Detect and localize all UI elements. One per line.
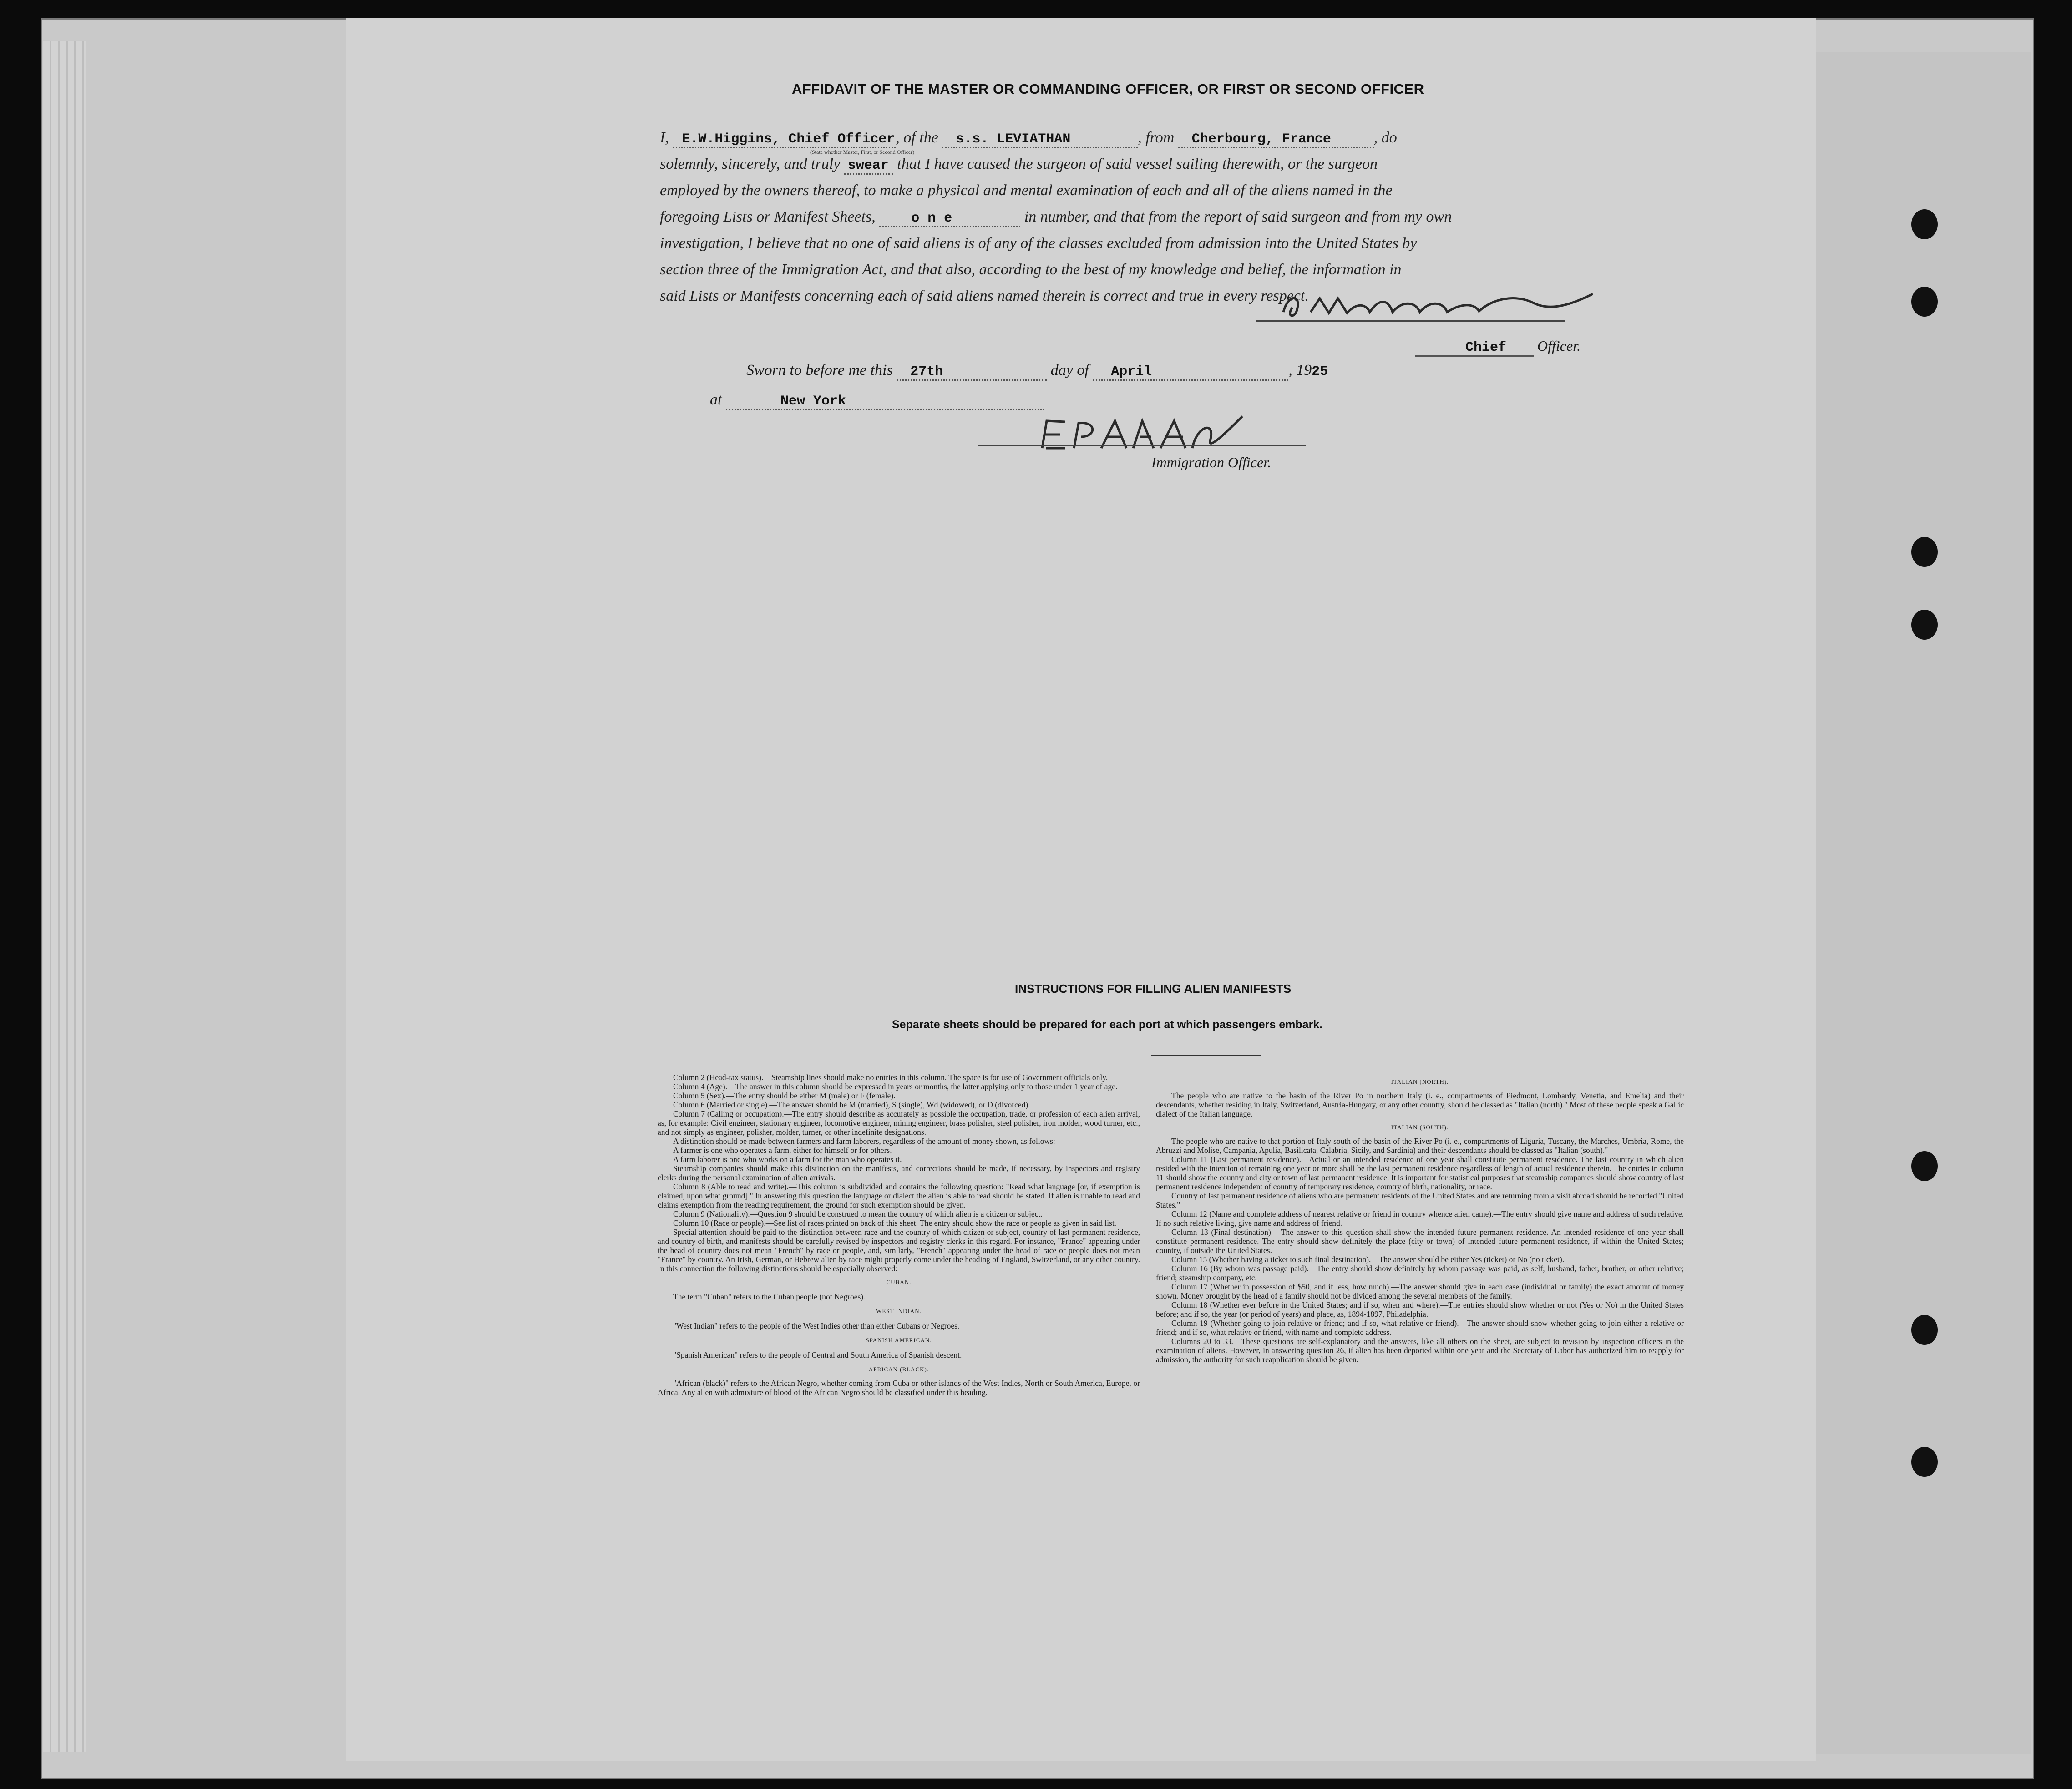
affidavit-line-4 <box>660 208 1452 227</box>
affidavit-sheet <box>346 18 1816 1761</box>
line1-from: , from <box>1138 129 1175 146</box>
instr-col2: Column 2 (Head-tax status).—Steamship lines should make no entries in this column. The space is for use of Government officials only. <box>673 1073 1108 1082</box>
at-line <box>710 391 1044 410</box>
instr-col6: Column 6 (Married or single).—The answer should be M (married), S (single), Wd (widowed), or D (divorced). <box>673 1100 1030 1109</box>
heading-cuban: CUBAN. <box>886 1279 912 1285</box>
line2-b: that I have caused the surgeon of said vessel sailing therewith, or the surgeon <box>897 156 1378 172</box>
immigration-officer-signature <box>1038 412 1247 457</box>
instr-col17: Column 17 (Whether in possession of $50, and if less, how much).—The answer should give in each case (individual or family) the exact amount of money shown. Money brought by the head of a family should not be divided among the several members of the family. <box>1156 1282 1684 1300</box>
instr-col16: Column 16 (By whom was passage paid).—The entry should show definitely by whom passage was paid, as self; husband, father, brother, or other relative; friend; steamship company, etc. <box>1156 1264 1684 1282</box>
officer-name-field: E.W.Higgins, Chief Officer <box>673 131 896 148</box>
instructions-divider <box>1151 1055 1261 1056</box>
affidavit-line-6: section three of the Immigration Act, and that also, according to the best of my knowledge and belief, the information in <box>660 261 1402 278</box>
line1-prefix: I, <box>660 129 669 146</box>
instr-west-indian: "West Indian" refers to the people of the West Indies other than either Cubans or Negroes. <box>673 1321 960 1330</box>
instr-col8: Column 8 (Able to read and write).—This column is subdivided and contains the following question: "Read what language [or, if exemption is claimed, upon what ground]." In answering this question the language or dialect the alien is able to read should be stated. If alien is unable to read and claims exemption from the reading requirement, the ground for such exemption should be given. <box>658 1182 1140 1209</box>
officer-rank-note: (State whether Master, First, or Second Officer) <box>810 149 915 155</box>
instr-col20-33: Columns 20 to 33.—These questions are self-explanatory and the answers, like all others on the sheet, are subject to revision by inspection officers in the examination of aliens. However, in answering question 26, if alien has been deported within one year and the Secretary of Labor has authorized him to reapply for admission, the authority for such reapplication should be given. <box>1156 1337 1684 1364</box>
binding-hole <box>1911 1447 1938 1477</box>
instr-farmer: A farmer is one who operates a farm, either for himself or for others. <box>673 1146 892 1155</box>
port-field: Cherbourg, France <box>1178 131 1374 148</box>
instructions-title: INSTRUCTIONS FOR FILLING ALIEN MANIFESTS <box>1015 982 1292 996</box>
affidavit-line-3: employed by the owners thereof, to make a physical and mental examination of each and all of the aliens named in the <box>660 182 1393 199</box>
instr-col5: Column 5 (Sex).—The entry should be either M (male) or F (female). <box>673 1091 896 1100</box>
officer-signature <box>1279 285 1597 326</box>
vessel-field: s.s. LEVIATHAN <box>942 131 1138 148</box>
sworn-month-field: April <box>1093 364 1288 381</box>
immigration-officer-label: Immigration Officer. <box>1151 454 1272 470</box>
instr-col7: Column 7 (Calling or occupation).—The entry should describe as accurately as possible the occupation, trade, or profession of each alien arrival, as, for example: Civil engineer, stationary engineer, locomotive engineer, mining engineer, brass polisher, steel polisher, iron molder, wood turner, etc., and not simply as engineer, polisher, molder, turner, or other indefinite designations. <box>658 1109 1140 1137</box>
officer-rank-field: Chief <box>1415 340 1534 357</box>
instructions-subtitle: Separate sheets should be prepared for each port at which passengers embark. <box>892 1018 1323 1031</box>
sworn-prefix: Sworn to before me this <box>746 362 893 379</box>
heading-spanish-american: SPANISH AMERICAN. <box>866 1337 932 1344</box>
instr-col12: Column 12 (Name and complete address of nearest relative or friend in country whence alien came).—The entry should give name and address of such relative. If no such relative living, give name and address of friend. <box>1156 1209 1684 1228</box>
instr-col13: Column 13 (Final destination).—The answer to this question shall show the intended future permanent residence. An intended residence of one year shall constitute permanent residence. The entry should show definitely the place (city or town) of intended future permanent residence, if within the United States; country, if outside the United States. <box>1156 1228 1684 1255</box>
sheet-count-field: o n e <box>879 211 1020 227</box>
instr-italian-north: The people who are native to the basin of the River Po in northern Italy (i. e., compartments of Piedmont, Lombardy, Venetia, and Emelia) and their descendants, whether residing in Italy, Switzerland, Austria-Hungary, or any other country, should be classed as "Italian (north)." Most of these people speak a Gallic dialect of the Italian language. <box>1156 1091 1684 1118</box>
instr-farm-laborer: A farm laborer is one who works on a farm for the man who operates it. <box>673 1155 902 1164</box>
sworn-place-field: New York <box>726 394 1044 410</box>
heading-italian-north: ITALIAN (NORTH). <box>1391 1078 1449 1085</box>
instr-special-attention: Special attention should be paid to the distinction between race and the country of which citizen or subject, country of last permanent residence, and country of birth, and manifests should be carefully revised by inspectors and registry clerks in this regard. For instance, "France" appearing under the head of country does not mean "French" by race or people, and, similarly, "French" appearing under the head of race or people does not mean "France" by country. An Irish, German, or Hebrew alien by race might properly come under the heading of England, Switzerland, or any other country. In this connection the following distinctions should be especially observed: <box>658 1228 1140 1273</box>
heading-italian-south: ITALIAN (SOUTH). <box>1391 1124 1449 1131</box>
affidavit-line-7: said Lists or Manifests concerning each of said aliens named therein is correct and true in every respect. <box>660 288 1309 304</box>
instructions-left-column <box>658 1073 1140 1397</box>
instr-cuban: The term "Cuban" refers to the Cuban people (not Negroes). <box>673 1292 866 1301</box>
affidavit-line-2 <box>660 156 1378 175</box>
instr-col15: Column 15 (Whether having a ticket to such final destination).—The answer should be either Yes (ticket) or No (no ticket). <box>1171 1255 1565 1264</box>
affidavit-line-1 <box>660 129 1397 148</box>
line1-of-the: , of the <box>896 129 938 146</box>
binding-hole <box>1911 1315 1938 1345</box>
sworn-year-field: 25 <box>1312 364 1328 379</box>
sworn-day-of: day of <box>1050 362 1089 379</box>
binding-hole <box>1911 1151 1938 1181</box>
officer-title-line <box>1415 338 1581 357</box>
sworn-year-prefix: , 19 <box>1288 362 1312 379</box>
line4-b: in number, and that from the report of said surgeon and from my own <box>1024 208 1452 225</box>
instr-steamship-companies: Steamship companies should make this distinction on the manifests, and corrections should be made, if necessary, by inspectors and registry clerks during the personal examination of alien arrivals. <box>658 1164 1140 1182</box>
heading-african: AFRICAN (BLACK). <box>868 1366 929 1373</box>
immigration-officer-rule <box>978 445 1306 446</box>
sworn-line <box>746 362 1328 381</box>
line1-do: , do <box>1373 129 1397 146</box>
instr-col11: Column 11 (Last permanent residence).—Actual or an intended residence of one year shall constitute permanent residence. The last country in which alien resided with the intention of remaining one year or more shall be the last permanent residence regardless of length of actual residence therein. The entries in column 11 should show the country and city or town of last permanent residence. It is important for statistical purposes that steamship companies should show country of last permanent residence independent of country of temporary residence, country of birth, nationality, or race. <box>1156 1155 1684 1191</box>
instr-col11-returning: Country of last permanent residence of aliens who are permanent residents of the United States and are returning from a visit abroad should be recorded "United States." <box>1156 1191 1684 1209</box>
instr-spanish-american: "Spanish American" refers to the people of Central and South America of Spanish descent. <box>673 1350 962 1359</box>
heading-west-indian: WEST INDIAN. <box>876 1308 922 1314</box>
instr-col19: Column 19 (Whether going to join relative or friend; and if so, what relative or friend).—The answer should show whether going to join either a relative or friend; and if so, what relative or friend, with name and complete address. <box>1156 1319 1684 1337</box>
binding-hole <box>1911 209 1938 239</box>
instr-col10: Column 10 (Race or people).—See list of races printed on back of this sheet. The entry should show the race or people as given in said list. <box>673 1218 1117 1228</box>
instructions-right-column <box>1156 1073 1684 1364</box>
line4-a: foregoing Lists or Manifest Sheets, <box>660 208 876 225</box>
stacked-page-edges <box>43 41 86 1752</box>
officer-suffix: Officer. <box>1537 338 1581 354</box>
instr-col18: Column 18 (Whether ever before in the United States; and if so, when and where).—The entries should show whether or not (Yes or No) in the United States before; and if so, the year (or period of years) and place, as, 1894-1897, Philadelphia. <box>1156 1300 1684 1319</box>
affidavit-title: AFFIDAVIT OF THE MASTER OR COMMANDING OFFICER, OR FIRST OR SECOND OFFICER <box>792 81 1424 97</box>
instr-farmer-distinction: A distinction should be made between farmers and farm laborers, regardless of the amount of money shown, as follows: <box>673 1137 1055 1146</box>
affidavit-line-5: investigation, I believe that no one of said aliens is of any of the classes excluded from admission into the United States by <box>660 235 1417 252</box>
line2-a: solemnly, sincerely, and truly <box>660 156 841 172</box>
oath-field: swear <box>844 158 893 175</box>
binding-holes <box>1902 200 1957 1497</box>
signature-rule <box>1256 320 1565 322</box>
at-label: at <box>710 391 722 408</box>
instr-col9: Column 9 (Nationality).—Question 9 should be construed to mean the country of which alien is a citizen or subject. <box>673 1209 1043 1218</box>
binding-hole <box>1911 610 1938 640</box>
instr-african: "African (black)" refers to the African Negro, whether coming from Cuba or other islands of the West Indies, North or South America, Europe, or Africa. Any alien with admixture of blood of the African Negro should be classified under this heading. <box>658 1379 1140 1397</box>
instr-col4: Column 4 (Age).—The answer in this column should be expressed in years or months, the latter applying only to those under 1 year of age. <box>673 1082 1118 1091</box>
binding-hole <box>1911 287 1938 317</box>
binding-hole <box>1911 537 1938 567</box>
instr-italian-south: The people who are native to that portion of Italy south of the basin of the River Po (i. e., compartments of Liguria, Tuscany, the Marches, Umbria, Rome, the Abruzzi and Molise, Campania, Apulia, Basilicata, Calabria, Sicily, and Sardinia) and their descendants should be classed as "Italian (south)." <box>1156 1137 1684 1155</box>
sworn-day-field: 27th <box>897 364 1047 381</box>
